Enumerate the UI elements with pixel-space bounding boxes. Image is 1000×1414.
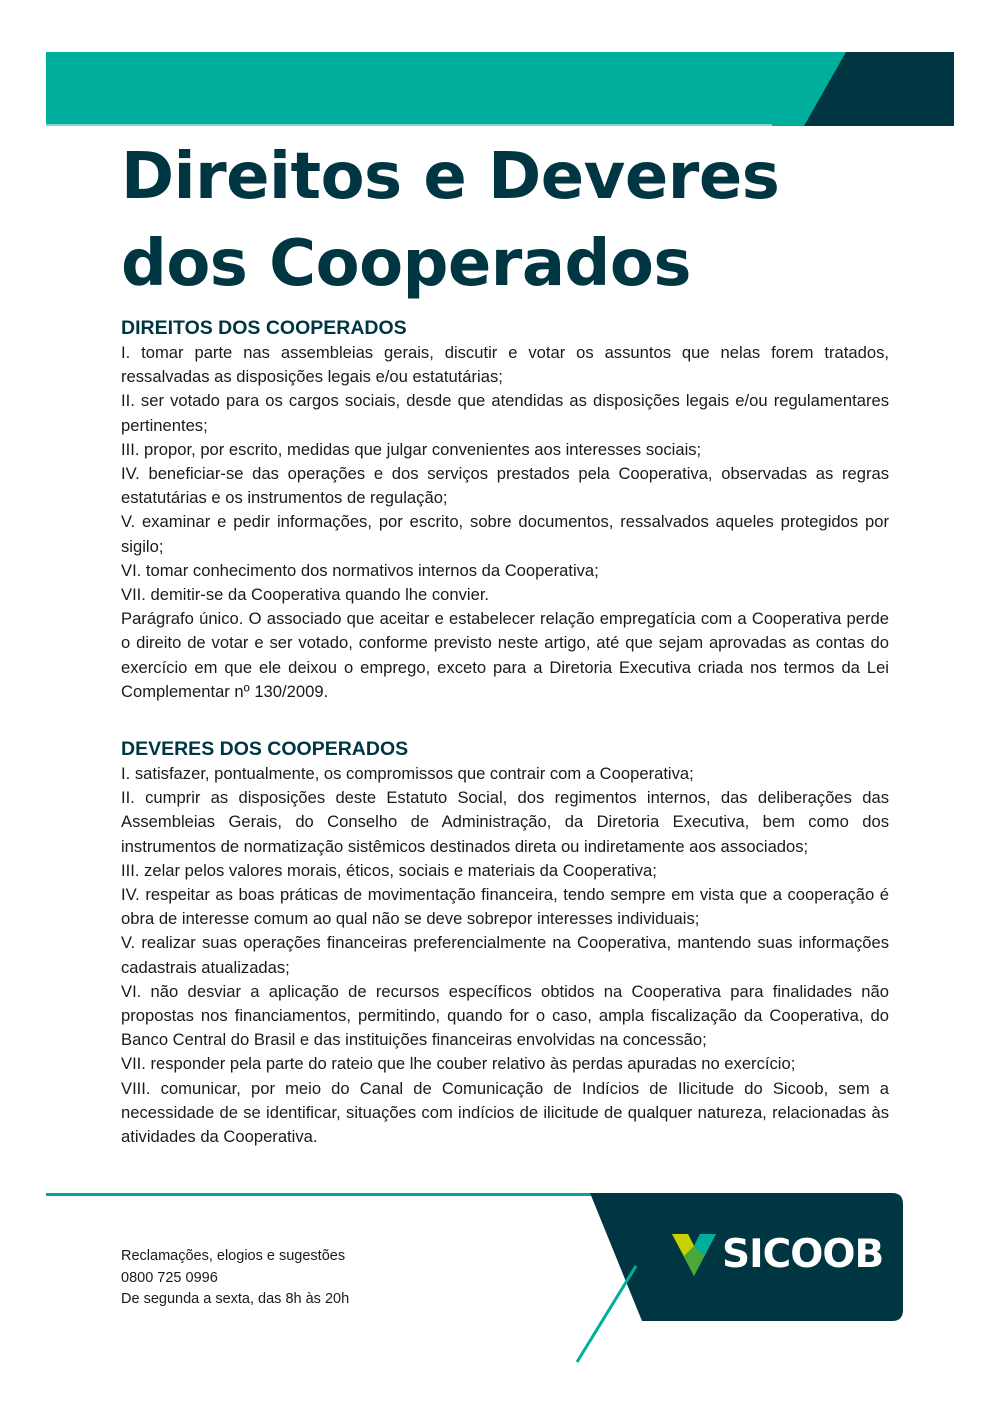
page-title: Direitos e Deveres dos Cooperados — [121, 140, 780, 301]
direitos-item: V. examinar e pedir informações, por escrito, sobre documentos, ressalvados aqueles protegidos por sigilo; — [121, 512, 889, 556]
contact-phone: 0800 725 0996 — [121, 1269, 218, 1286]
header-band — [46, 52, 954, 126]
footer-divider — [46, 1193, 606, 1196]
deveres-item: V. realizar suas operações financeiras preferencialmente na Cooperativa, mantendo suas informações cadastrais atualizadas; — [121, 933, 889, 977]
direitos-item: III. propor, por escrito, medidas que julgar convenientes aos interesses sociais; — [121, 439, 702, 459]
deveres-item: VIII. comunicar, por meio do Canal de Comunicação de Indícios de Ilicitude do Sicoob, sem a necessidade de se identificar, situações com indícios de ilicitude de qualquer natureza, relacionadas às atividades da Cooperativa. — [121, 1078, 889, 1147]
deveres-list — [121, 762, 889, 1149]
section-spacer — [121, 704, 889, 735]
deveres-item: II. cumprir as disposições deste Estatuto Social, dos regimentos internos, das deliberações das Assembleias Gerais, do Conselho de Administração, da Diretoria Executiva, bem como dos instrumentos de normatização sistêmicos destinados direta ou indiretamente aos associados; — [121, 788, 889, 856]
deveres-item: VII. responder pela parte do rateio que lhe couber relativo às perdas apuradas no exercício; — [121, 1054, 796, 1074]
deveres-heading: DEVERES DOS COOPERADOS — [121, 738, 409, 761]
deveres-item: III. zelar pelos valores morais, éticos, sociais e materiais da Cooperativa; — [121, 860, 657, 880]
direitos-list — [121, 341, 889, 704]
contact-info — [121, 1246, 349, 1311]
sicoob-symbol-icon — [670, 1232, 718, 1278]
sicoob-logo — [670, 1232, 883, 1278]
contact-hours: De segunda a sexta, das 8h às 20h — [121, 1291, 350, 1307]
logo-text: SICOOB — [722, 1232, 884, 1277]
direitos-item: VI. tomar conhecimento dos normativos internos da Cooperativa; — [121, 560, 599, 580]
direitos-item: I. tomar parte nas assembleias gerais, discutir e votar os assuntos que nelas forem tratados, ressalvadas as disposições legais e/ou estatutárias; — [121, 343, 889, 387]
direitos-item: IV. beneficiar-se das operações e dos serviços prestados pela Cooperativa, observadas as regras estatutárias e os instrumentos de regulação; — [121, 464, 889, 508]
header-band-underline — [46, 124, 772, 126]
deveres-item: IV. respeitar as boas práticas de movimentação financeira, tendo sempre em vista que a cooperação é obra de interesse comum ao qual não se deve sobrepor interesses individuais; — [121, 885, 889, 929]
deveres-item: I. satisfazer, pontualmente, os compromissos que contrair com a Cooperativa; — [121, 764, 694, 784]
paragrafo-unico: Parágrafo único. O associado que aceitar e estabelecer relação empregatícia com a Cooperativa perde o direito de votar e ser votado, conforme previsto neste artigo, até que sejam aprovadas as contas do exercício em que ele deixou o emprego, exceto para a Diretoria Executiva criada nos termos da Lei Complementar nº 130/2009. — [121, 609, 889, 701]
contact-line: Reclamações, elogios e sugestões — [121, 1248, 346, 1264]
direitos-item: II. ser votado para os cargos sociais, desde que atendidas as disposições legais e/ou regulamentares pertinentes; — [121, 391, 889, 435]
main-content — [121, 314, 889, 1149]
direitos-item: VII. demitir-se da Cooperativa quando lhe convier. — [121, 585, 490, 605]
direitos-heading: DIREITOS DOS COOPERADOS — [121, 317, 407, 339]
footer-accent-line — [577, 1266, 636, 1362]
deveres-item: VI. não desviar a aplicação de recursos específicos obtidos na Cooperativa para finalidades não propostas nos financiamentos, permitindo, quando for o caso, ampla fiscalização da Cooperativa, do Banco Central do Brasil e das instituições financeiras envolvidas na concessão; — [121, 981, 889, 1050]
